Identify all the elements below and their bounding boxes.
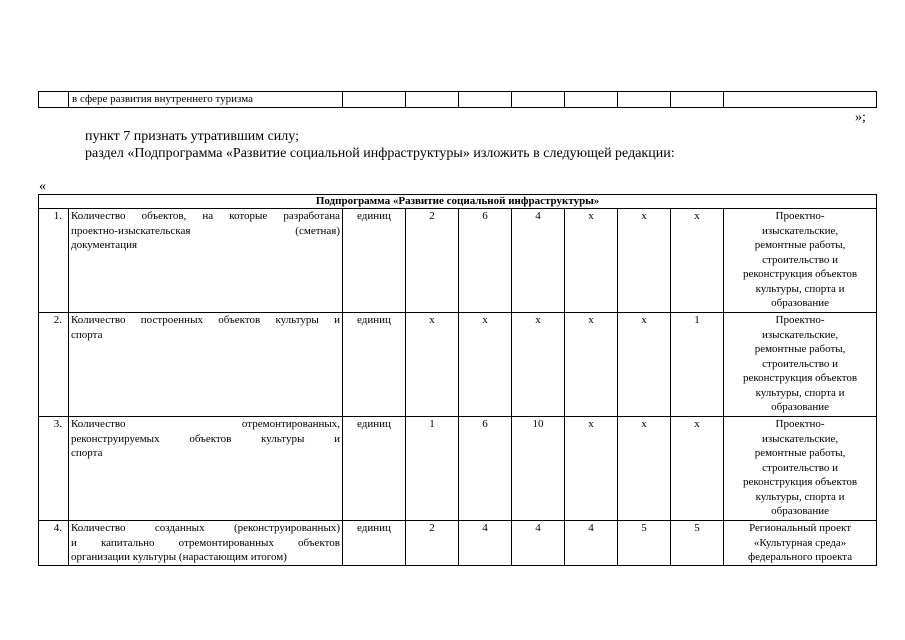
note-line: культуры, спорта и [755,490,845,503]
note-line: изыскательские, [761,328,839,341]
note-line: Проектно- [775,314,825,326]
row-note [724,521,877,566]
row-value: х [512,313,565,417]
row-number: 4. [39,521,69,566]
note-line: образование [771,505,829,517]
row-number: 2. [39,313,69,417]
row-indicator-name [69,209,343,313]
row-value: 6 [459,209,512,313]
row-value: х [671,209,724,313]
row-value: х [565,209,618,313]
row-value: х [406,313,459,417]
top-cell-num [39,92,69,108]
row-value: х [618,417,671,521]
row-indicator-name [69,313,343,417]
note-line: культуры, спорта и [755,386,845,399]
indicator-name-line: документация [71,239,138,251]
top-cell-text: в сфере развития внутреннего туризма [69,92,343,108]
row-value: 1 [671,313,724,417]
row-value: х [618,313,671,417]
indicator-name-line: Количество отремонтированных, [71,418,340,430]
row-note [724,209,877,313]
row-note [724,313,877,417]
indicator-name-line: и капитально отремонтированных объектов [71,536,340,549]
row-indicator-name [69,417,343,521]
indicator-name-line: спорта [71,447,103,459]
indicator-name-line: спорта [71,328,103,341]
row-unit: единиц [343,209,406,313]
note-line: строительство и [762,461,838,474]
table-row [39,209,877,313]
row-unit: единиц [343,417,406,521]
row-value: х [671,417,724,521]
table-row [39,313,877,417]
indicator-name-line: Количество объектов, на которые разработана [71,210,340,222]
note-line: ремонтные работы, [754,447,846,459]
note-line: ремонтные работы, [754,239,846,251]
note-line: Проектно- [775,418,825,430]
row-value: х [618,209,671,313]
note-line: образование [771,401,829,413]
row-value: 10 [512,417,565,521]
note-line: строительство и [762,253,838,266]
note-line: культуры, спорта и [755,282,845,295]
note-line: изыскательские, [761,224,839,237]
indicator-name-line: реконструируемых объектов культуры и [71,432,340,445]
subprogram-table [38,194,877,566]
row-value: х [459,313,512,417]
row-value: 4 [459,521,512,566]
row-value: 4 [512,209,565,313]
row-value: х [565,313,618,417]
closing-quote: »; [855,110,866,125]
note-line: реконструкция объектов [743,268,858,280]
row-indicator-name [69,521,343,566]
row-value: 5 [618,521,671,566]
row-value: 2 [406,521,459,566]
indicator-name-line: Количество созданных (реконструированных) [71,522,340,534]
indicator-name-line: проектно-изыскательская (сметная) [71,224,340,237]
row-note [724,417,877,521]
table-row [39,417,877,521]
row-number: 3. [39,417,69,521]
row-value: 2 [406,209,459,313]
row-value: х [565,417,618,521]
paragraph-2: раздел «Подпрограмма «Развитие социальной инфраструктуры» изложить в следующей редакции: [85,146,675,161]
row-unit: единиц [343,521,406,566]
row-value: 5 [671,521,724,566]
indicator-name-line: Количество построенных объектов культуры и [71,314,340,326]
row-value: 1 [406,417,459,521]
note-line: образование [771,297,829,309]
row-unit: единиц [343,313,406,417]
row-value: 6 [459,417,512,521]
row-value: 4 [512,521,565,566]
row-value: 4 [565,521,618,566]
note-line: реконструкция объектов [743,372,858,384]
row-number: 1. [39,209,69,313]
indicator-name-line: организации культуры (нарастающим итогом) [71,551,287,563]
paragraph-1: пункт 7 признать утратившим силу; [85,129,299,144]
subprogram-title: Подпрограмма «Развитие социальной инфраструктуры» [39,195,877,209]
top-table-fragment [38,91,877,108]
table-row [39,521,877,566]
note-line: «Культурная среда» [753,536,847,549]
opening-quote: « [39,179,46,194]
note-line: ремонтные работы, [754,343,846,355]
note-line: изыскательские, [761,432,839,445]
note-line: Региональный проект [749,522,852,534]
note-line: реконструкция объектов [743,476,858,488]
note-line: федерального проекта [747,551,853,563]
note-line: строительство и [762,357,838,370]
note-line: Проектно- [775,210,825,222]
